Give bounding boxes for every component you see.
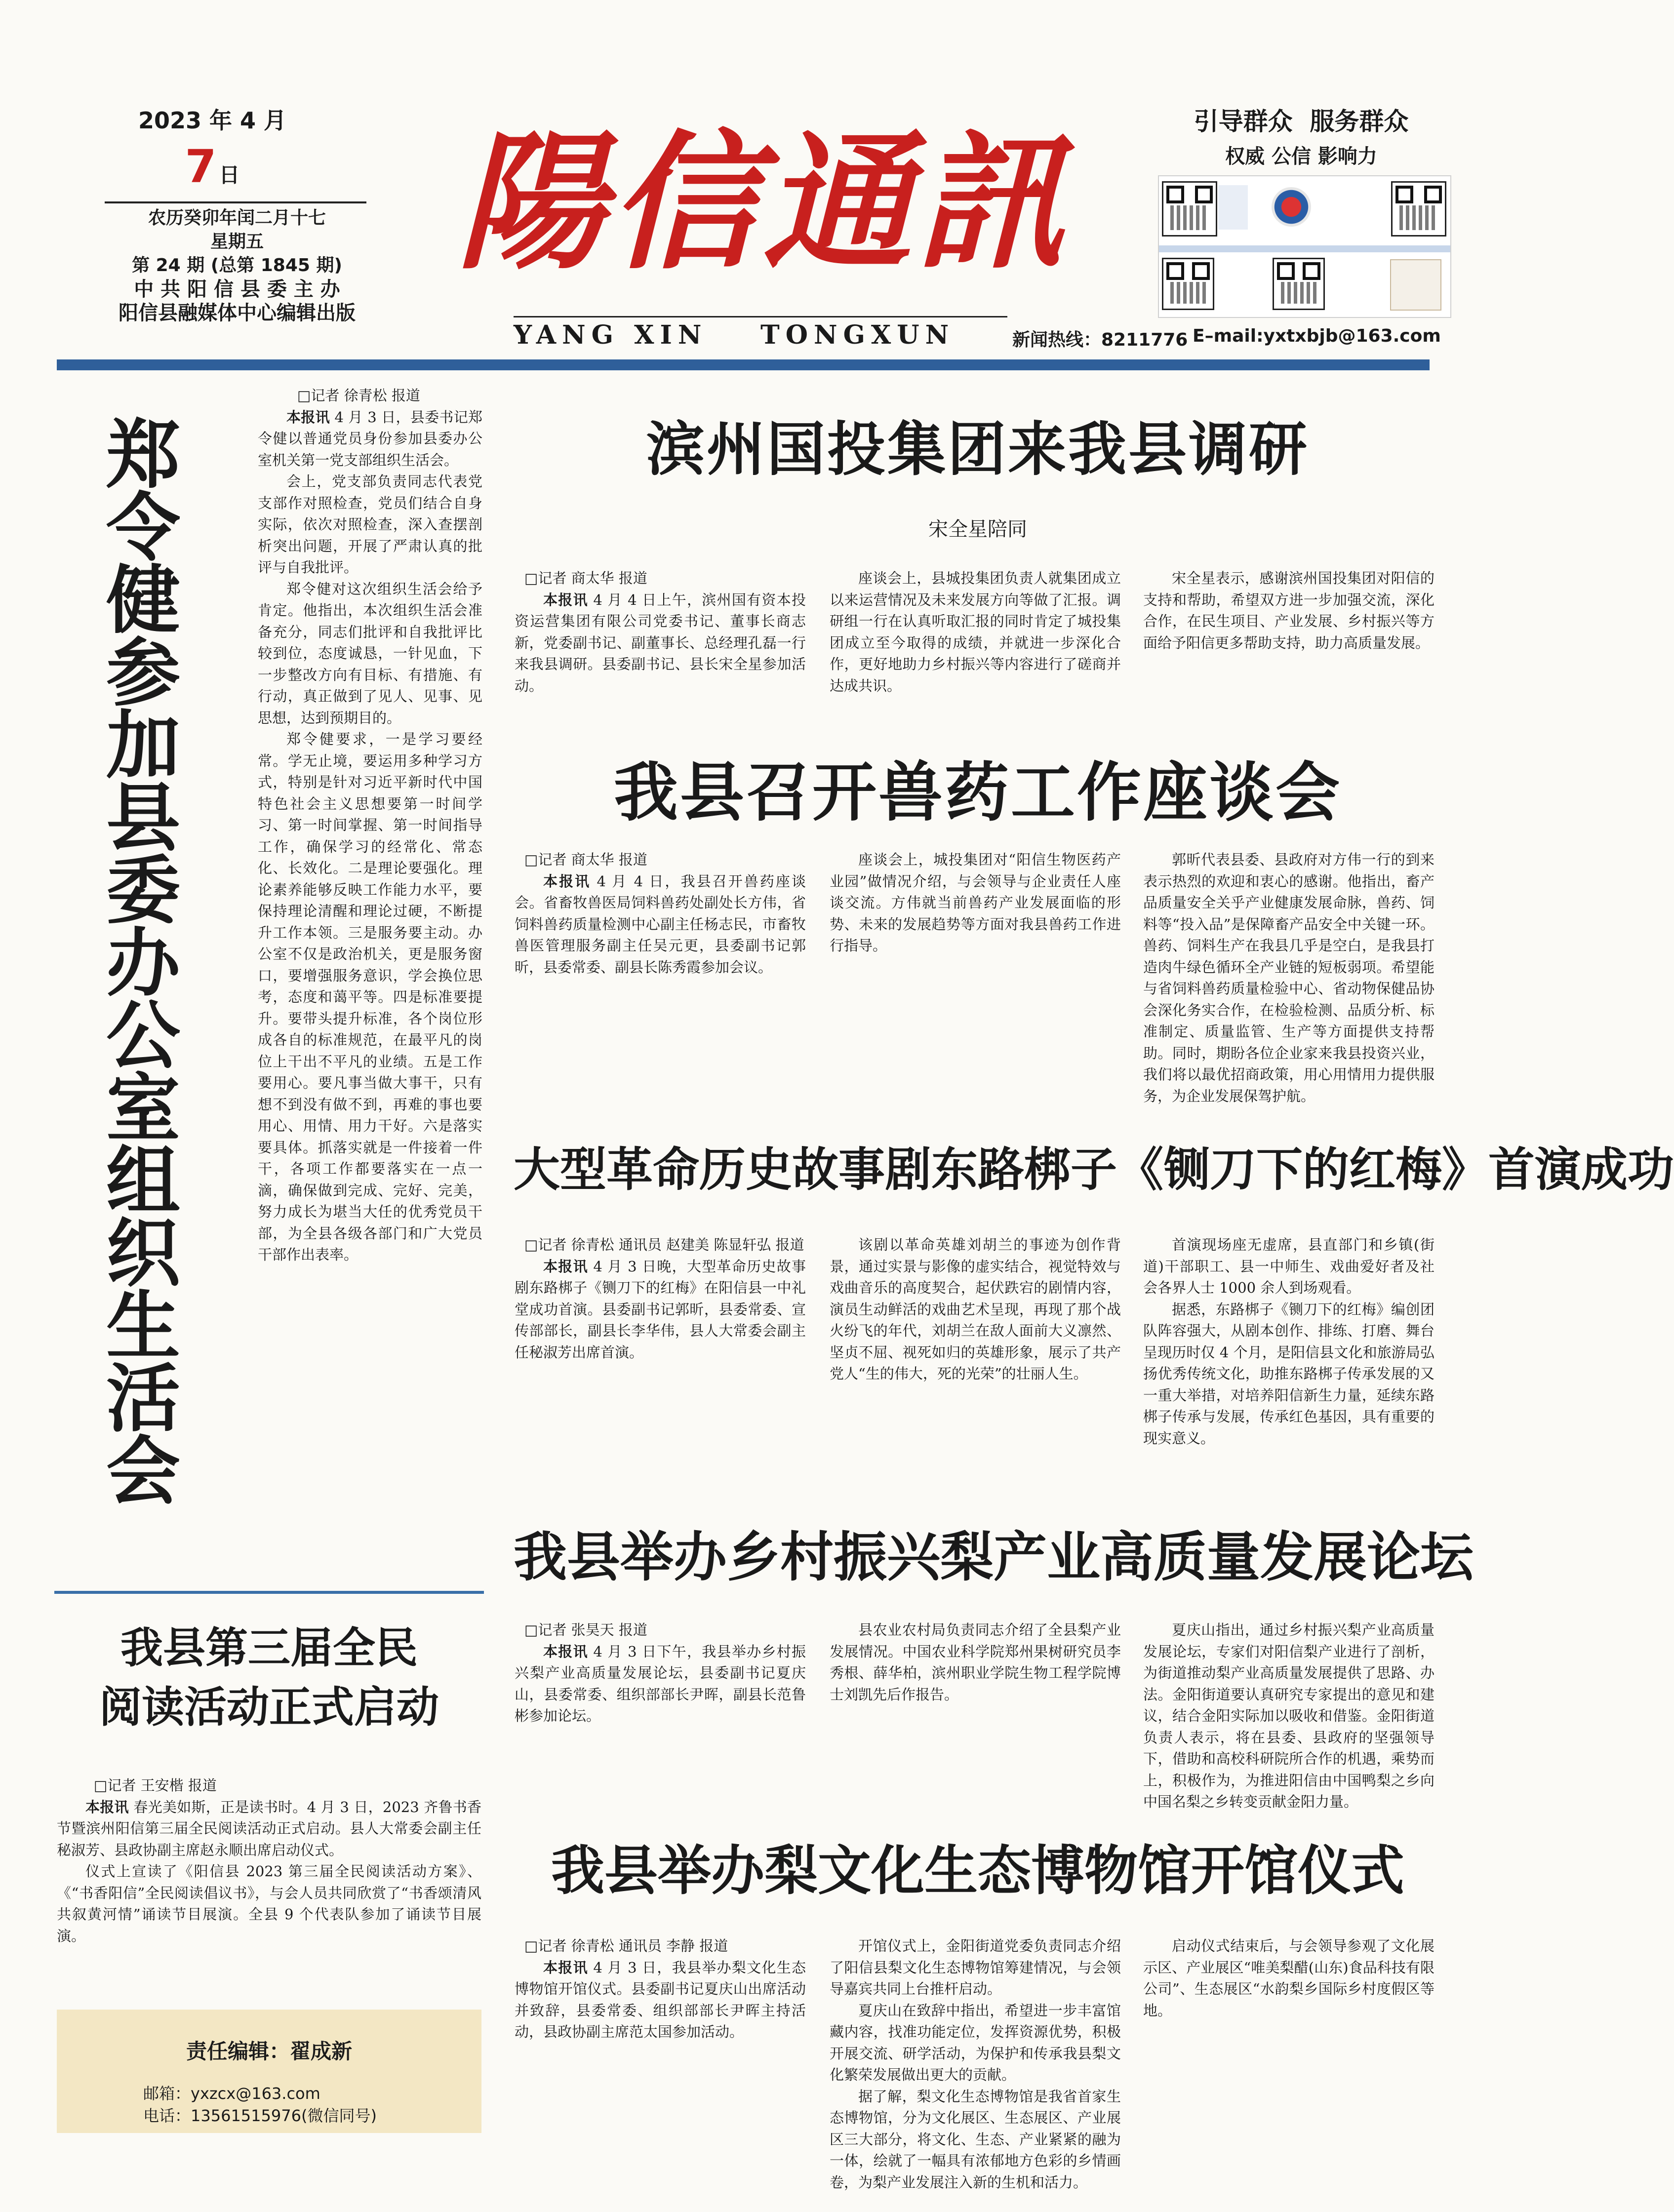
leftcol-p1: 4 月 3 日，县委书记郑令健以普通党员身份参加县委办公室机关第一党支部组织生活会。 [258,408,482,469]
weekday: 星期五 [210,232,264,252]
article3-headline: 大型革命历史故事剧东路梆子《铡刀下的红梅》首演成功 [514,1143,1674,1197]
leftcol-lead: 本报讯 [286,408,330,426]
article5-lead: 本报讯 [543,1959,588,1976]
article3-p4: 据悉，东路梆子《铡刀下的红梅》编创团队阵容强大，从剧本创作、排练、打磨、舞台呈现历时仅 4 个月，是阳信县文化和旅游局弘扬优秀传统文化，助推东路梆子传承发展的又一重大举措，对培养阳信新生力量，延续东路梆子传承与发展，传承红色基因，具有重要的现实意义。 [1143,1301,1435,1447]
qr-code-4-icon[interactable] [1273,258,1325,310]
article2-col3 [1143,849,1435,1106]
article3-col3 [1143,1234,1435,1476]
article1-col2 [830,568,1121,716]
article2-text: 4 月 4 日，我县召开兽药座谈会。省畜牧兽医局饲料兽药处副处长方伟，省饲料兽药质量检测中心副主任杨志民，市畜牧兽医管理服务副主任吴元更，县委副书记郭昕，县委常委、副县长陈秀霞参加会议。 [515,872,806,976]
article1-col1 [515,568,806,716]
app-emblem-icon [1272,187,1311,227]
article3-col1 [515,1234,806,1476]
leftcol-p4: 郑令健要求，一是学习要经常。学无止境，要运用多种学习方式，特别是针对习近平新时代中国特色社会主义思想要第一时间学习、第一时间掌握、第一时间指导工作，确保学习的经常化、常态化、长效化。二是理论要强化。理论素养能够反映工作能力水平，要保持理论清醒和理论过硬，不断提升工作本领。三是服务要主动。办公室不仅是政治机关，更是服务窗口，要增强服务意识，学会换位思考，态度和蔼平等。四是标准要提升。要带头提升标准，各个岗位形成各自的标准规范，在最平凡的岗位上干出不平凡的业绩。五是工作要用心。要凡事当做大事干，只有想不到没有做不到，再难的事也要用心、用情、用力干好。六是落实要具体。抓落实就是一件接着一件干，各项工作都要落实在一点一滴，确保做到完成、完好、完美，努力成长为堪当大任的优秀党员干部，为全县各级各部门和广大党员干部作出表率。 [258,731,482,1263]
editor-label: 责任编辑：翟成新 [186,2039,352,2063]
article5-col1 [515,1936,806,2143]
masthead-date-rule [105,201,366,203]
reading-headline [54,1619,484,1737]
article1-p2: 座谈会上，县城投集团负责人就集团成立以来运营情况及未来发展方向等做了汇报。调研组一行在认真听取汇报的同时肯定了城投集团成立至今取得的成绩，并就进一步深化合作，更好地助力乡村振兴等内容进行了磋商并达成共识。 [830,570,1121,694]
article4-headline: 我县举办乡村振兴梨产业高质量发展论坛 [514,1527,1474,1588]
article2-headline: 我县召开兽药工作座谈会 [613,755,1342,830]
article5-p3: 夏庆山在致辞中指出，希望进一步丰富馆藏内容，找准功能定位，发挥资源优势，积极开展交流、研学活动，为保护和传承我县梨文化繁荣发展做出更大的贡献。 [830,2002,1121,2083]
article1-col3 [1143,568,1435,716]
publisher: 阳信县融媒体中心编辑出版 [119,302,356,324]
pinyin-right: TONGXUN [760,320,955,350]
article1-text: 4 月 4 日上午，滨州国有资本投资运营集团有限公司党委书记、董事长商志新，党委副书记、副董事长、总经理孔磊一行来我县调研。县委副书记、县长宋全星参加活动。 [515,591,806,694]
motto: 权威 公信 影响力 [1225,145,1377,168]
lunar-date: 农历癸卯年闰二月十七 [148,208,326,228]
app-logo-icon [1218,185,1248,230]
masthead-blue-bar [57,359,1430,370]
article4-col3 [1143,1620,1435,1810]
leftcol-p3: 郑令健对这次组织生活会给予肯定。他指出，本次组织生活会准备充分，同志们批评和自我批评比较到位，态度诚恳，一针见血，下一步整改方向有目标、有措施、有行动，真正做到了见人、见事、见思想，达到预期目的。 [258,580,482,726]
date-day: 7 [185,140,217,193]
email: E–mail:yxtxbjb@163.com [1193,326,1441,346]
article2-col1 [515,849,806,1106]
article1-headline: 滨州国投集团来我县调研 [646,415,1309,483]
reading-p2: 仪式上宣读了《阳信县 2023 第三届全民阅读活动方案》、《“书香阳信”全民阅读倡议书》，与会人员共同欣赏了“书香颂清风 共叙黄河情”诵读节目展演。全县 9 个代表队参加了诵读节目展演。 [57,1863,481,1944]
reading-headline-l2: 阅读活动正式启动 [99,1683,439,1732]
leftcol-headline: 郑令健参加县委办公室组织生活会 [106,413,180,1515]
article5-p5: 启动仪式结束后，与会领导参观了文化展示区、产业展区“唯美梨醋(山东)食品科技有限公司”、生态展区“水韵梨乡国际乡村度假区等地。 [1143,1937,1435,2019]
article5-col2 [830,1936,1121,2191]
article4-text: 4 月 3 日下午，我县举办乡村振兴梨产业高质量发展论坛，县委副书记夏庆山，县委常委、组织部部长尹晖，副县长范鲁彬参加论坛。 [515,1643,806,1724]
article1-subhead: 宋全星陪同 [928,518,1027,541]
editor-mail: 邮箱：yxzcx@163.com [143,2084,320,2103]
qr-code-1-icon[interactable] [1162,181,1217,237]
slogan: 引导群众 服务群众 [1194,107,1409,136]
article3-col2 [830,1234,1121,1476]
date-year-month: 2023 年 4 月 [138,107,287,134]
article3-text: 4 月 3 日晚，大型革命历史故事剧东路梆子《铡刀下的红梅》在阳信县一中礼堂成功首演。县委副书记郭昕，县委常委、宣传部部长，副县长李华伟，县人大常委会副主任秘淑芳出席首演。 [515,1258,806,1361]
reading-body [57,1775,481,1997]
article5-col3 [1143,1936,1435,2143]
editor-phone: 电话：13561515976(微信同号) [143,2106,377,2125]
editor-box [57,2010,481,2133]
article3-byline: □记者 徐青松 通讯员 赵建美 陈显轩弘 报道 [524,1236,804,1253]
article4-col1 [515,1620,806,1797]
hotline: 新闻热线：8211776 [1012,330,1188,350]
article4-lead: 本报讯 [543,1643,588,1660]
qr-panel [1158,175,1451,318]
masthead-title-rule [514,316,1007,317]
masthead-title: 陽信通訊 [457,115,1069,289]
article5-byline: □记者 徐青松 通讯员 李静 报道 [524,1937,728,1954]
leftcol-bottom-rule [54,1591,484,1594]
reading-headline-l1: 我县第三届全民 [120,1623,418,1673]
masthead-date [114,103,311,193]
pinyin-left: YANG XIN [514,320,708,350]
article1-lead: 本报讯 [543,591,588,608]
article4-col2 [830,1620,1121,1797]
qr-divider [1159,245,1450,252]
leftcol-body [258,385,482,1590]
article3-p3: 首演现场座无虚席，县直部门和乡镇(街道)干部职工、县一中师生、戏曲爱好者及社会各界人士 1000 余人到场观看。 [1143,1236,1435,1296]
reading-lead: 本报讯 [85,1798,129,1816]
reading-p1: 春光美如斯，正是读书时。4 月 3 日，2023 齐鲁书香节暨滨州阳信第三届全民阅读活动正式启动。县人大常委会副主任秘淑芳、县政协副主席赵永顺出席启动仪式。 [57,1798,482,1858]
issue-number: 第 24 期 (总第 1845 期) [132,255,342,276]
article1-byline: □记者 商太华 报道 [524,570,647,587]
article2-lead: 本报讯 [543,872,591,890]
masthead-info [79,206,395,325]
article1-p3: 宋全星表示，感谢滨州国投集团对阳信的支持和帮助，希望双方进一步加强交流，深化合作，在民生项目、产业发展、乡村振兴等方面给予阳信更多帮助支持，助力高质量发展。 [1143,570,1435,651]
article2-p3: 郭昕代表县委、县政府对方伟一行的到来表示热烈的欢迎和衷心的感谢。他指出，畜产品质量安全关乎产业健康发展命脉，兽药、饲料等“投入品”是保障畜产品安全中关键一环。兽药、饲料生产在我县几乎是空白，是我县打造肉牛绿色循环全产业链的短板弱项。希望能与省饲料兽药质量检验中心、省动物保健品协会深化务实合作，在检验检测、品质分析、标准制定、质量监管、生产等方面提供支持帮助。同时，期盼各位企业家来我县投资兴业，我们将以最优招商政策，用心用情用力提供服务，为企业发展保驾护航。 [1143,851,1435,1105]
qr-code-3-icon[interactable] [1162,258,1214,310]
article4-byline: □记者 张昊天 报道 [524,1621,647,1638]
article3-lead: 本报讯 [543,1258,588,1275]
leftcol-p2: 会上，党支部负责同志代表党支部作对照检查，党员们结合自身实际，依次对照检查，深入查摆剖析突出问题，开展了严肃认真的批评与自我批评。 [258,473,482,576]
article2-p2: 座谈会上，城投集团对“阳信生物医药产业园”做情况介绍，与会领导与企业责任人座谈交流。方伟就当前兽药产业发展面临的形势、未来的发展趋势等方面对我县兽药工作进行指导。 [830,851,1121,954]
article3-p2: 该剧以革命英雄刘胡兰的事迹为创作背景，通过实景与影像的虚实结合，视觉特效与戏曲音乐的高度契合，起伏跌宕的剧情内容，演员生动鲜活的戏曲艺术呈现，再现了那个战火纷飞的年代，刘胡兰在敌人面前大义凛然、坚贞不屈、视死如归的英雄形象，展示了共产党人“生的伟大，死的光荣”的壮丽人生。 [830,1236,1121,1382]
date-day-unit: 日 [219,163,240,187]
qr-code-2-icon[interactable] [1391,181,1446,237]
article5-headline: 我县举办梨文化生态博物馆开馆仪式 [551,1840,1404,1902]
reading-byline: □记者 王安楷 报道 [94,1777,217,1794]
wechat-video-icon [1390,259,1441,311]
leftcol-byline: □记者 徐青松 报道 [297,387,420,404]
article2-byline: □记者 商太华 报道 [524,851,647,868]
article4-p3: 夏庆山指出，通过乡村振兴梨产业高质量发展论坛，专家们对阳信梨产业进行了剖析，为街道推动梨产业高质量发展提供了思路、办法。金阳街道要认真研究专家提出的意见和建议，结合金阳实际加以吸收和借鉴。金阳街道负责人表示，将在县委、县政府的坚强领导下，借助和高校科研院所合作的机遇，乘势而上，积极作为，为推进阳信由中国鸭梨之乡向中国名梨之乡转变贡献金阳力量。 [1143,1621,1435,1810]
article5-p2: 开馆仪式上，金阳街道党委负责同志介绍了阳信县梨文化生态博物馆筹建情况，与会领导嘉宾共同上台推杆启动。 [830,1937,1121,1997]
article5-text: 4 月 3 日，我县举办梨文化生态博物馆开馆仪式。县委副书记夏庆山出席活动并致辞，县委常委、组织部部长尹晖主持活动，县政协副主席范太国参加活动。 [515,1959,806,2040]
article5-p4: 据了解，梨文化生态博物馆是我省首家生态博物馆，分为文化展区、生态展区、产业展区三大部分，将文化、生态、产业紧紧的融为一体，绘就了一幅具有浓郁地方色彩的乡情画卷，为梨产业发展注入新的生机和活力。 [830,2088,1121,2191]
article2-col2 [830,849,1121,1106]
article4-p2: 县农业农村局负责同志介绍了全县梨产业发展情况。中国农业科学院郑州果树研究员李秀根、薛华柏，滨州职业学院生物工程学院博士刘凯先后作报告。 [830,1621,1121,1703]
sponsor: 中 共 阳 信 县 委 主 办 [134,278,340,301]
